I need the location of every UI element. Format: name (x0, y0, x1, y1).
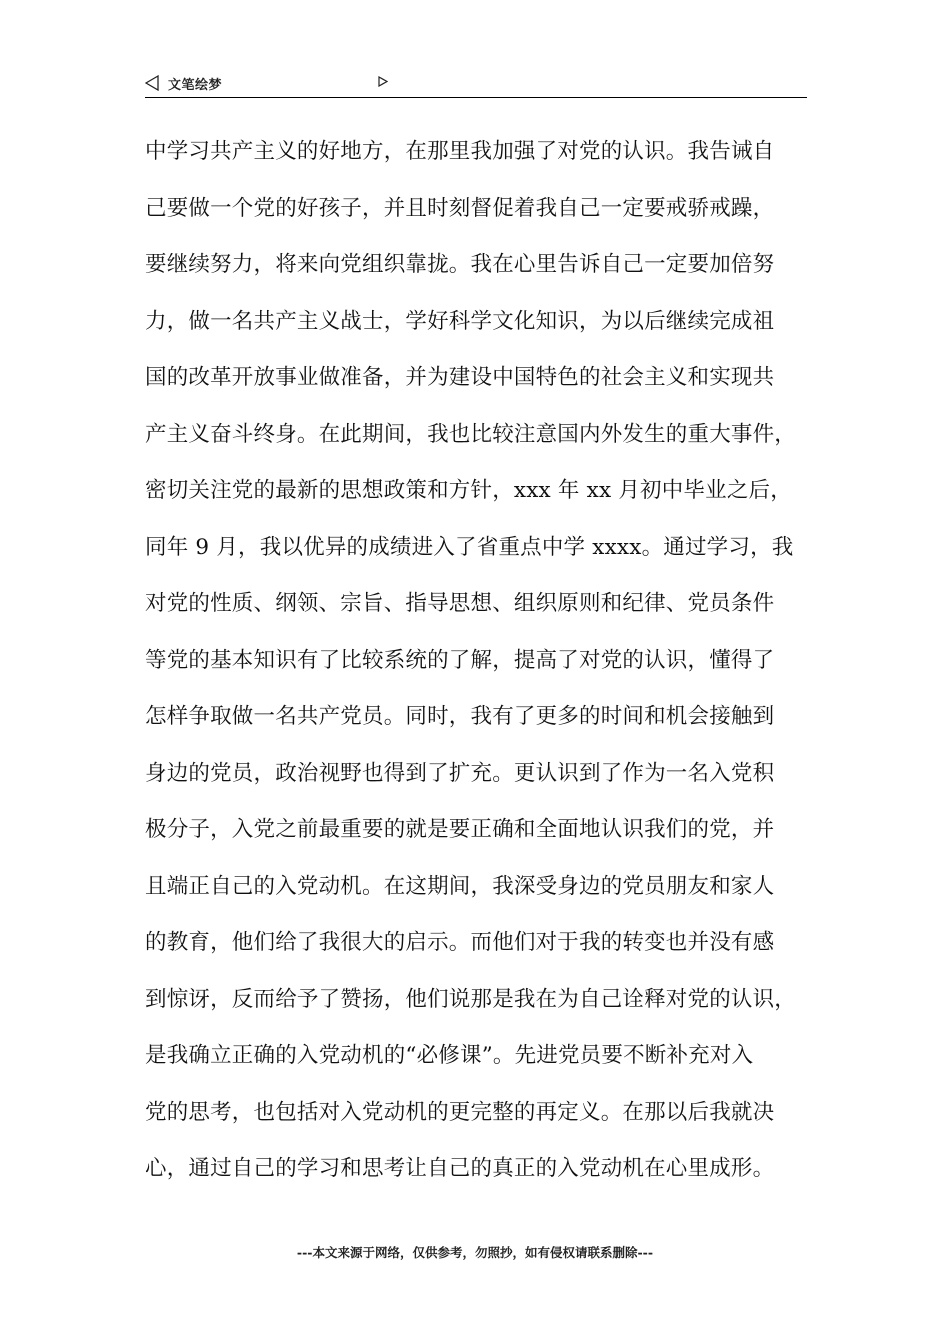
text-line: 中学习共产主义的好地方，在那里我加强了对党的认识。我告诫自 (145, 139, 775, 164)
text-line: 同年 9 月，我以优异的成绩进入了省重点中学 xxxx。通过学习，我 (145, 534, 794, 560)
text-line: 是我确立正确的入党动机的“必修课”。先进党员要不断补充对入 (145, 1043, 754, 1068)
footer-disclaimer: ---本文来源于网络，仅供参考，勿照抄，如有侵权请联系删除--- (296, 1245, 654, 1260)
text-line: 且端正自己的入党动机。在这期间，我深受身边的党员朋友和家人 (145, 873, 775, 899)
text-line: 到惊讶，反而给予了赞扬，他们说那是我在为自己诠释对党的认识， (145, 986, 797, 1012)
triangle-left-icon (145, 75, 159, 91)
text-line: 的教育，他们给了我很大的启示。而他们对于我的转变也并没有感 (145, 930, 775, 955)
text-line: 国的改革开放事业做准备，并为建设中国特色的社会主义和实现共 (145, 365, 775, 390)
text-line: 党的思考，也包括对入党动机的更完整的再定义。在那以后我就决 (145, 1099, 775, 1125)
header-brand: 文笔绘梦 (168, 78, 223, 93)
body-text (145, 128, 820, 1202)
page-header (145, 72, 807, 98)
text-line: 对党的性质、纲领、宗旨、指导思想、组织原则和纪律、党员条件 (145, 591, 775, 616)
text-line: 密切关注党的最新的思想政策和方针，xxx 年 xx 月初中毕业之后， (145, 478, 792, 503)
text-line: 要继续努力，将来向党组织靠拢。我在心里告诉自己一定要加倍努 (145, 252, 775, 277)
text-line: 心，通过自己的学习和思考让自己的真正的入党动机在心里成形。 (145, 1156, 775, 1181)
triangle-right-icon (378, 76, 388, 87)
text-line: 怎样争取做一名共产党员。同时，我有了更多的时间和机会接触到 (145, 704, 775, 729)
text-line: 产主义奋斗终身。在此期间，我也比较注意国内外发生的重大事件， (145, 421, 797, 447)
text-line: 力，做一名共产主义战士，学好科学文化知识，为以后继续完成祖 (145, 308, 775, 334)
text-line: 己要做一个党的好孩子，并且时刻督促着我自己一定要戒骄戒躁， (145, 195, 775, 221)
text-line: 身边的党员，政治视野也得到了扩充。更认识到了作为一名入党积 (145, 760, 775, 786)
text-line: 极分子，入党之前最重要的就是要正确和全面地认识我们的党，并 (145, 817, 775, 842)
text-line: 等党的基本知识有了比较系统的了解，提高了对党的认识，懂得了 (145, 647, 775, 673)
